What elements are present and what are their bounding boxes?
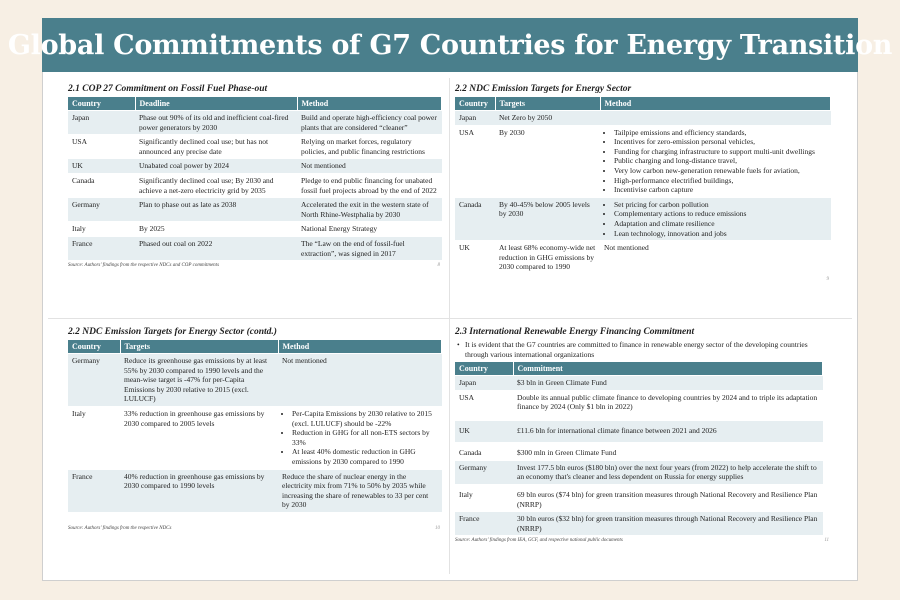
list-item: • Per-Capita Emissions by 2030 relative to 2015 (excl. LULUCF) should be -22% xyxy=(292,409,438,428)
deadline-cell: Unabated coal power by 2024 xyxy=(135,159,297,174)
method-cell: National Energy Strategy xyxy=(297,222,442,237)
table-row xyxy=(455,125,831,197)
table-row xyxy=(455,460,823,484)
table-row xyxy=(455,376,823,391)
method-cell: Reduce the share of nuclear energy in the electricity mix from 71% to 50% by 2035 while increasing the share of renewables to 33 per cent by 2030 xyxy=(278,469,442,512)
list-item: • Public charging and long-distance travel, xyxy=(614,156,827,166)
list-item: • High-performance electrified buildings, xyxy=(614,176,827,186)
table-row xyxy=(455,442,823,460)
country-cell: Japan xyxy=(68,111,135,135)
country-cell: USA xyxy=(455,125,495,197)
table-header-row xyxy=(455,97,831,111)
col-header: Country xyxy=(68,340,120,354)
intro-bullet: • It is evident that the G7 countries are committed to finance in renewable energy sector of the developing countries through various international organizations xyxy=(455,340,831,359)
list-item: • Tailpipe emissions and efficiency standards, xyxy=(614,128,827,138)
country-cell: UK xyxy=(455,420,513,442)
table-row xyxy=(455,390,823,420)
table-row xyxy=(68,198,442,222)
method-cell xyxy=(278,406,442,469)
col-header: Targets xyxy=(120,340,278,354)
page-number: 10 xyxy=(435,525,440,531)
panel-title: 2.3 International Renewable Energy Financing Commitment xyxy=(455,327,695,337)
list-item: • Complementary actions to reduce emissions xyxy=(614,209,827,219)
vertical-divider xyxy=(449,78,450,574)
country-cell: UK xyxy=(68,159,135,174)
country-cell: Japan xyxy=(455,111,495,126)
country-cell: USA xyxy=(68,135,135,159)
table-row xyxy=(68,111,442,135)
list-item: • Incentivise carbon capture xyxy=(614,185,827,195)
source-text: Source: Authors' findings from the respective NDCs and COP commitments xyxy=(68,263,220,269)
financing-table xyxy=(455,362,823,535)
commitment-cell: Invest 177.5 bln euros ($180 bln) over the next four years (from 2022) to help accelerate the shift to an economy that's cleaner and less dependent on Russia for energy supplies xyxy=(513,460,823,484)
list-item: • At least 40% domestic reduction in GHG emissions by 2030 compared to 1990 xyxy=(292,447,438,466)
list-item: • Reduction in GHG for all non-ETS sectors by 33% xyxy=(292,428,438,447)
panel-coal-phaseout xyxy=(68,84,442,268)
col-header: Method xyxy=(600,97,831,111)
table-row xyxy=(455,420,823,442)
table-header-row xyxy=(455,362,823,376)
page-number: 8 xyxy=(437,263,440,269)
deadline-cell: Significantly declined coal use; but has not announced any precise date xyxy=(135,135,297,159)
ndc-targets-table xyxy=(455,97,831,274)
panel-ndc-targets-contd xyxy=(68,327,442,531)
method-cell: Not mentioned xyxy=(297,159,442,174)
target-cell: 40% reduction in greenhouse gas emissions by 2030 compared to 1990 levels xyxy=(120,469,278,512)
col-header: Targets xyxy=(495,97,600,111)
country-cell: UK xyxy=(455,241,495,274)
panel-ndc-targets xyxy=(455,84,831,282)
col-header: Country xyxy=(455,362,513,376)
commitment-cell: £11.6 bln for international climate finance between 2021 and 2026 xyxy=(513,420,823,442)
method-cell: Not mentioned xyxy=(278,354,442,407)
method-cell xyxy=(600,125,831,197)
table-header-row xyxy=(68,340,442,354)
method-list xyxy=(604,200,827,238)
method-cell: Build and operate high-efficiency coal power plants that are considered “cleaner” xyxy=(297,111,442,135)
country-cell: France xyxy=(455,512,513,536)
method-cell: Accelerated the exit in the western state of North Rhine-Westphalia by 2030 xyxy=(297,198,442,222)
commitment-cell: 30 bln euros ($32 bln) for green transition measures through National Recovery and Resilience Plan (NRRP) xyxy=(513,512,823,536)
page-title: Global Commitments of G7 Countries for Energy Transition xyxy=(7,29,893,61)
table-row xyxy=(68,469,442,512)
source-note xyxy=(68,526,442,531)
country-cell: Germany xyxy=(455,460,513,484)
method-cell: Pledge to end public financing for unabated fossil fuel projects abroad by the end of 2022 xyxy=(297,173,442,197)
col-header: Country xyxy=(455,97,495,111)
table-row xyxy=(68,236,442,260)
table-row xyxy=(68,406,442,469)
method-cell: Relying on market forces, regulatory policies, and public financing restrictions xyxy=(297,135,442,159)
method-cell xyxy=(600,197,831,240)
table-row xyxy=(68,135,442,159)
method-list xyxy=(604,128,827,195)
source-note xyxy=(455,538,831,543)
source-text: Source: Authors' findings from the respective NDCs xyxy=(68,525,172,531)
country-cell: Canada xyxy=(455,197,495,240)
country-cell: USA xyxy=(455,390,513,420)
table-header-row xyxy=(68,97,442,111)
list-item: • Set pricing for carbon pollution xyxy=(614,200,827,210)
country-cell: Japan xyxy=(455,376,513,391)
table-row xyxy=(455,197,831,240)
country-cell: Italy xyxy=(455,484,513,511)
source-text: Source: Authors' findings from IEA, GCF, and respective national public documents xyxy=(455,538,623,544)
panel-title: 2.1 COP 27 Commitment on Fossil Fuel Phase-out xyxy=(68,84,268,94)
method-list xyxy=(282,409,438,467)
col-header: Method xyxy=(278,340,442,354)
title-banner xyxy=(7,18,893,72)
table-row xyxy=(68,173,442,197)
page-number: 11 xyxy=(824,538,829,544)
source-note xyxy=(68,263,442,268)
panel-title: 2.2 NDC Emission Targets for Energy Sector (contd.) xyxy=(68,327,277,337)
panel-title: 2.2 NDC Emission Targets for Energy Sector xyxy=(455,84,632,94)
deadline-cell: Phased out coal on 2022 xyxy=(135,236,297,260)
commitment-cell: Double its annual public climate finance to developing countries by 2024 and to triple its adaptation finance by 2024 (Only $1 bln in 2022) xyxy=(513,390,823,420)
country-cell: Italy xyxy=(68,406,120,469)
list-item: • Adaptation and climate resilience xyxy=(614,219,827,229)
country-cell: Canada xyxy=(455,442,513,460)
country-cell: Canada xyxy=(68,173,135,197)
panel-financing xyxy=(455,327,831,543)
col-header: Deadline xyxy=(135,97,297,111)
ndc-targets-contd-table xyxy=(68,340,442,512)
method-cell: Not mentioned xyxy=(600,241,831,274)
list-item: • Lean technology, innovation and jobs xyxy=(614,229,827,239)
table-row xyxy=(455,484,823,511)
coal-phaseout-table xyxy=(68,97,442,260)
target-cell: By 40-45% below 2005 levels by 2030 xyxy=(495,197,600,240)
col-header: Method xyxy=(297,97,442,111)
country-cell: France xyxy=(68,236,135,260)
target-cell: Net Zero by 2050 xyxy=(495,111,831,126)
country-cell: France xyxy=(68,469,120,512)
list-item: • Incentives for zero-emission personal vehicles, xyxy=(614,137,827,147)
commitment-cell: $3 bln in Green Climate Fund xyxy=(513,376,823,391)
country-cell: Italy xyxy=(68,222,135,237)
deadline-cell: Phase out 90% of its old and inefficient coal-fired power generators by 2030 xyxy=(135,111,297,135)
page-number: 9 xyxy=(826,276,829,282)
list-item: • Funding for charging infrastructure to support multi-unit dwellings xyxy=(614,147,827,157)
target-cell: Reduce its greenhouse gas emissions by at least 55% by 2030 compared to 1990 levels and the mean-wise target is -47% for per-Capita Emissions by 2030 relative to 2015 (excl. LULUCF) xyxy=(120,354,278,407)
table-row xyxy=(455,111,831,126)
country-cell: Germany xyxy=(68,198,135,222)
target-cell: At least 68% economy-wide net reduction in GHG emissions by 2030 compared to 1990 xyxy=(495,241,600,274)
col-header: Country xyxy=(68,97,135,111)
deadline-cell: By 2025 xyxy=(135,222,297,237)
commitment-cell: $300 mln in Green Climate Fund xyxy=(513,442,823,460)
deadline-cell: Significantly declined coal use; By 2030 and achieve a net-zero electricity grid by 2035 xyxy=(135,173,297,197)
list-item: • Very low carbon new-generation renewable fuels for aviation, xyxy=(614,166,827,176)
method-cell: The “Law on the end of fossil-fuel extraction”, was signed in 2017 xyxy=(297,236,442,260)
target-cell: 33% reduction in greenhouse gas emissions by 2030 compared to 2005 levels xyxy=(120,406,278,469)
target-cell: By 2030 xyxy=(495,125,600,197)
table-row xyxy=(68,354,442,407)
deadline-cell: Plan to phase out as late as 2038 xyxy=(135,198,297,222)
table-row xyxy=(68,222,442,237)
col-header: Commitment xyxy=(513,362,823,376)
country-cell: Germany xyxy=(68,354,120,407)
table-row xyxy=(455,512,823,536)
commitment-cell: 69 bln euros ($74 bln) for green transition measures through National Recovery and Resilience Plan (NRRP) xyxy=(513,484,823,511)
table-row xyxy=(455,241,831,274)
horizontal-divider xyxy=(48,318,852,319)
table-row xyxy=(68,159,442,174)
